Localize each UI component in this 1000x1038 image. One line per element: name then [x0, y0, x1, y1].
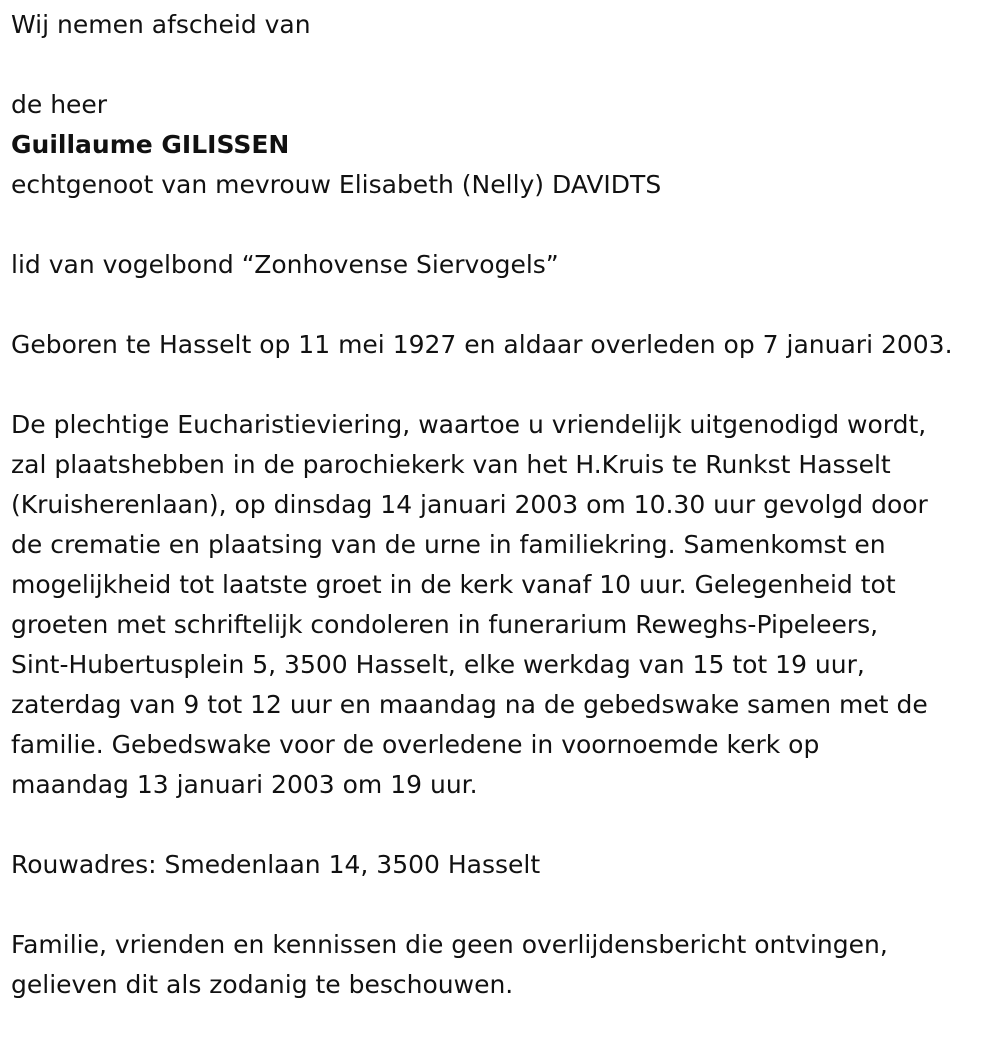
- ceremony-line: zaterdag van 9 tot 12 uur en maandag na de gebedswake samen met de: [11, 690, 928, 719]
- closing-paragraph: [11, 925, 996, 1005]
- membership-text: lid van vogelbond “Zonhovense Siervogels”: [11, 250, 559, 279]
- spacer: [11, 885, 996, 925]
- intro-text: Wij nemen afscheid van: [11, 10, 311, 39]
- ceremony-line: mogelijkheid tot laatste groet in de kerk vanaf 10 uur. Gelegenheid tot: [11, 570, 896, 599]
- spouse-text: echtgenoot van mevrouw Elisabeth (Nelly) DAVIDTS: [11, 170, 662, 199]
- spacer: [11, 805, 996, 845]
- obituary-document: [11, 5, 996, 1005]
- ceremony-line: (Kruisherenlaan), op dinsdag 14 januari 2003 om 10.30 uur gevolgd door: [11, 490, 928, 519]
- ceremony-line: groeten met schriftelijk condoleren in funerarium Reweghs-Pipeleers,: [11, 610, 879, 639]
- ceremony-line: De plechtige Eucharistieviering, waartoe u vriendelijk uitgenodigd wordt,: [11, 410, 927, 439]
- mourning-address: Rouwadres: Smedenlaan 14, 3500 Hasselt: [11, 850, 541, 879]
- ceremony-line: Sint-Hubertusplein 5, 3500 Hasselt, elke werkdag van 15 tot 19 uur,: [11, 650, 865, 679]
- spacer: [11, 285, 996, 325]
- birth-death-text: Geboren te Hasselt op 11 mei 1927 en aldaar overleden op 7 januari 2003.: [11, 330, 953, 359]
- closing-line: Familie, vrienden en kennissen die geen overlijdensbericht ontvingen,: [11, 930, 888, 959]
- spacer: [11, 205, 996, 245]
- spacer: [11, 45, 996, 85]
- ceremony-line: familie. Gebedswake voor de overledene in voornoemde kerk op: [11, 730, 820, 759]
- spacer: [11, 365, 996, 405]
- ceremony-line: de crematie en plaatsing van de urne in familiekring. Samenkomst en: [11, 530, 886, 559]
- closing-line: gelieven dit als zodanig te beschouwen.: [11, 970, 514, 999]
- ceremony-paragraph: [11, 405, 996, 805]
- ceremony-line: zal plaatshebben in de parochiekerk van het H.Kruis te Runkst Hasselt: [11, 450, 891, 479]
- deceased-name: Guillaume GILISSEN: [11, 130, 290, 159]
- ceremony-line: maandag 13 januari 2003 om 19 uur.: [11, 770, 478, 799]
- title-text: de heer: [11, 90, 108, 119]
